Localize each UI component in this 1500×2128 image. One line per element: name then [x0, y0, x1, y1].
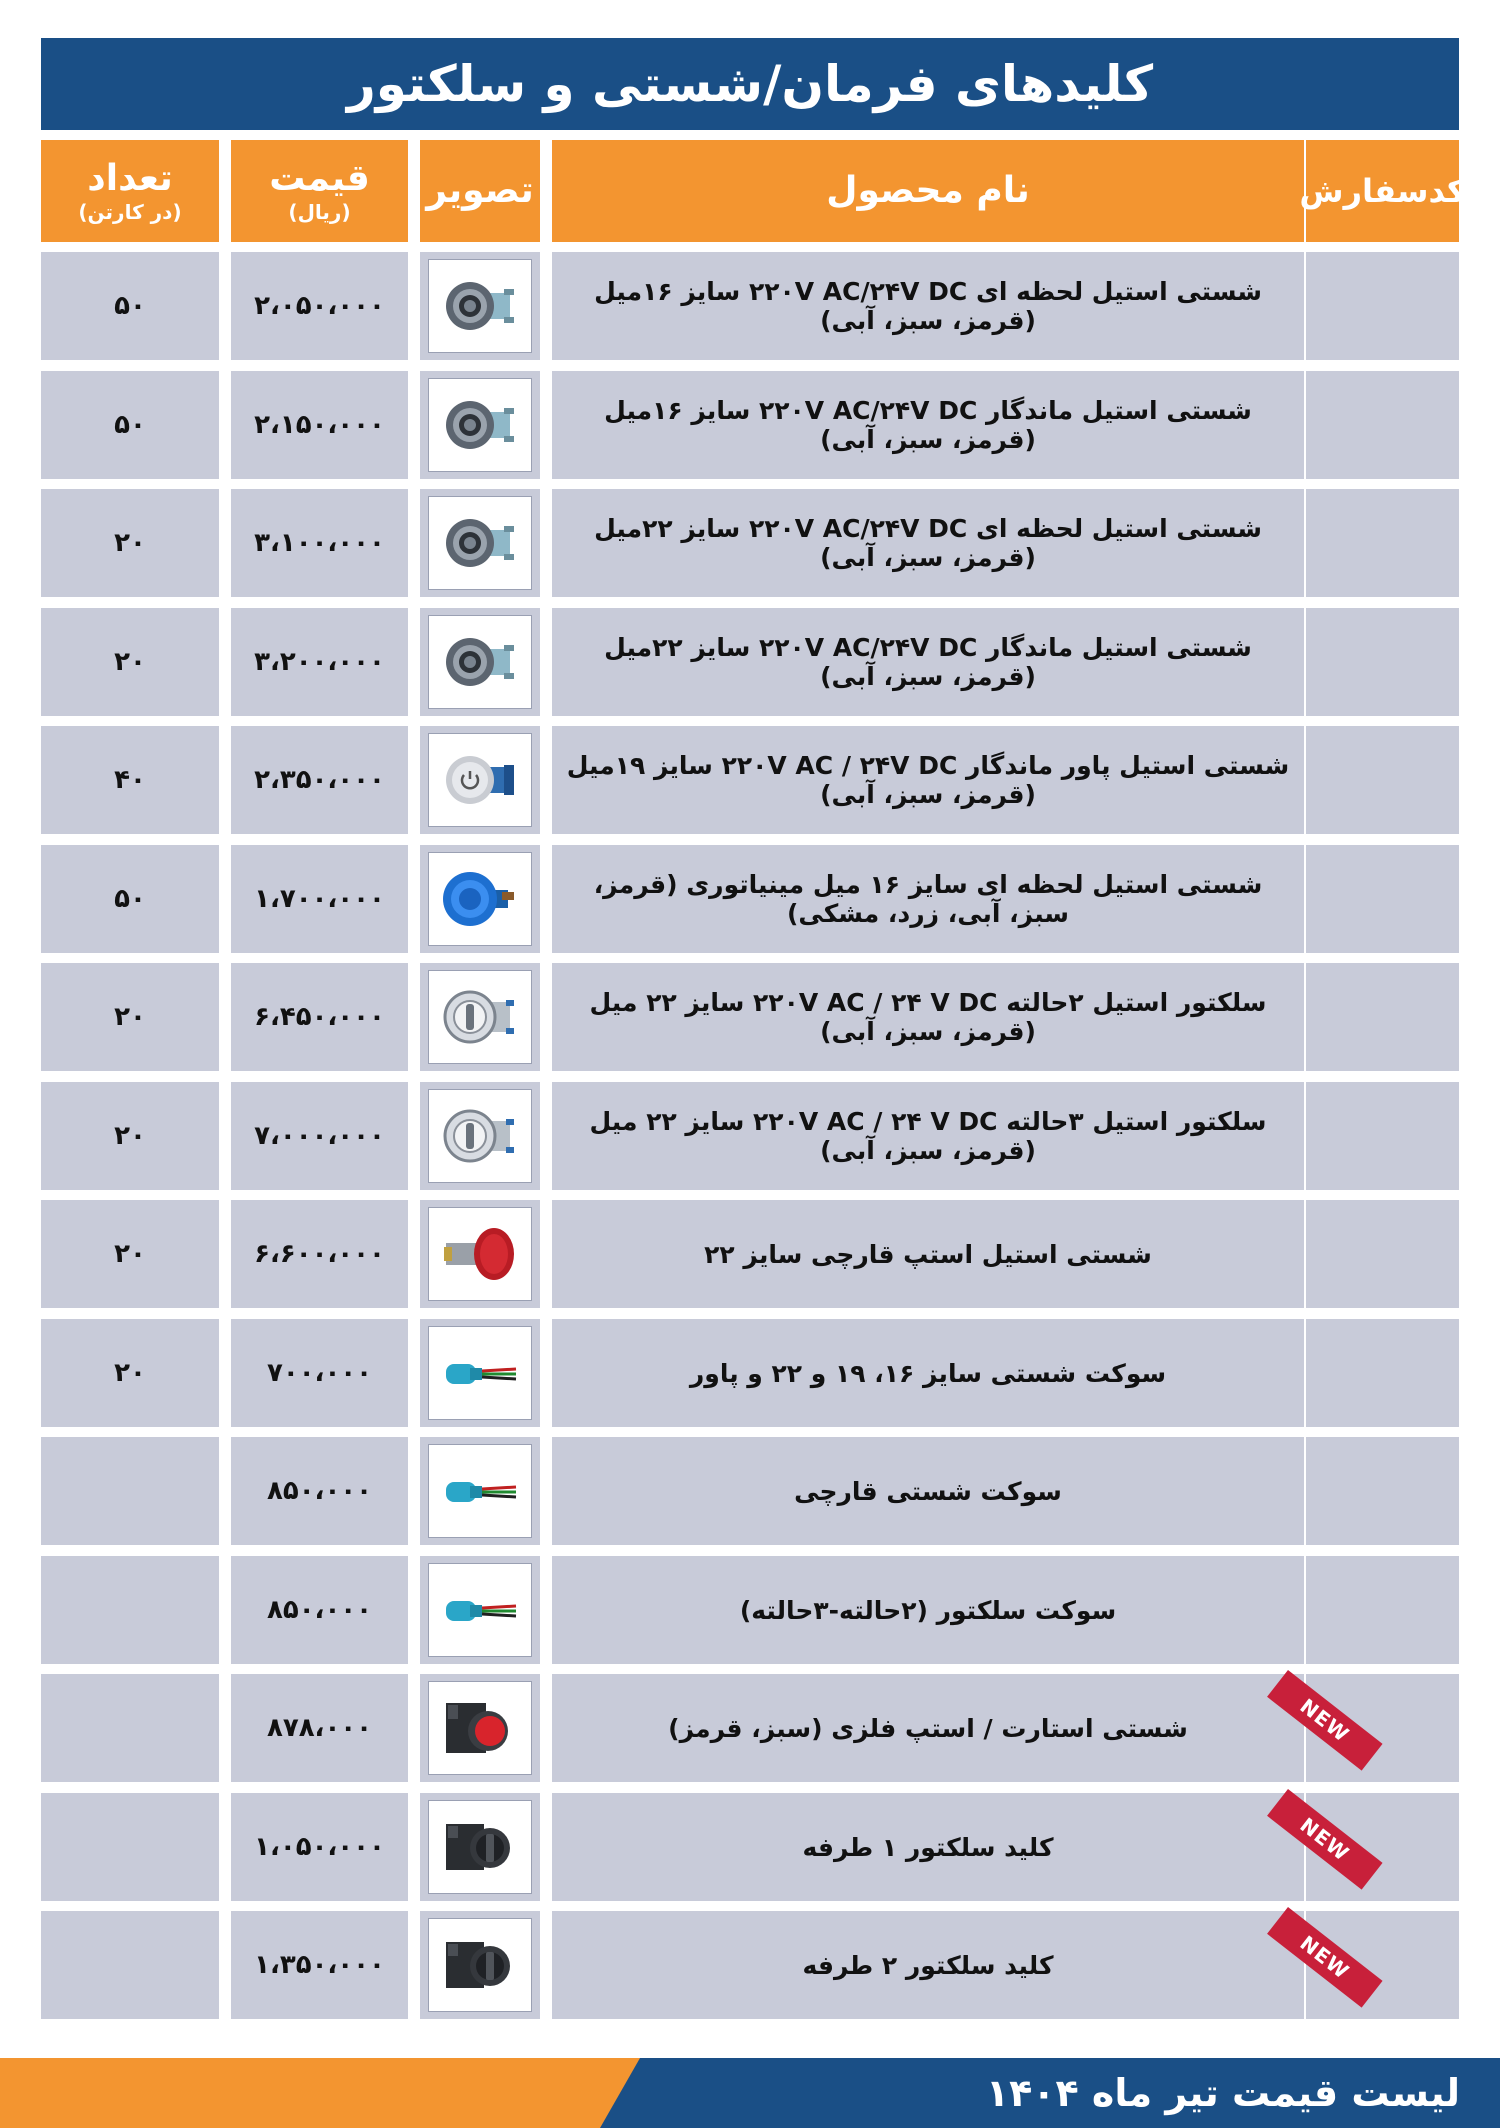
header-price-sub: (ریال)	[288, 199, 351, 224]
rotary-selector-icon	[429, 1919, 531, 2011]
table-row	[0, 1437, 1500, 1545]
row-image	[420, 726, 540, 834]
row-qty: ۲۰	[41, 1319, 219, 1427]
row-product-name: کلید سلکتور ۲ طرفه	[552, 1911, 1304, 2019]
row-qty: ۲۰	[41, 1082, 219, 1190]
header-price-label: قیمت	[269, 158, 370, 200]
row-qty: ۴۰	[41, 726, 219, 834]
row-qty	[41, 1911, 219, 2019]
header-qty-sub: (در کارتن)	[78, 199, 182, 224]
header-name-label: نام محصول	[826, 170, 1030, 212]
emergency-stop-icon	[429, 1208, 531, 1300]
row-image	[420, 252, 540, 360]
row-qty: ۲۰	[41, 489, 219, 597]
row-price: ۶،۶۰۰،۰۰۰	[231, 1200, 408, 1308]
new-badge: NEW	[1267, 1670, 1382, 1771]
row-product-name: شستی استارت / استپ فلزی (سبز، قرمز)	[552, 1674, 1304, 1782]
row-price: ۳،۱۰۰،۰۰۰	[231, 489, 408, 597]
header-code-label: کدسفارش	[1299, 171, 1466, 210]
row-image	[420, 963, 540, 1071]
row-qty	[41, 1674, 219, 1782]
row-image	[420, 1082, 540, 1190]
start-stop-button-icon	[429, 1682, 531, 1774]
row-price: ۸۵۰،۰۰۰	[231, 1556, 408, 1664]
row-order-code	[1306, 1082, 1459, 1190]
rotary-selector-icon	[429, 1801, 531, 1893]
row-product-name: شستی استیل لحظه ای ۲۲۰V AC/۲۴V DC سایز ۱۶میل (قرمز، سبز، آبی)	[552, 252, 1304, 360]
row-product-name: شستی استیل لحظه ای سایز ۱۶ میل مینیاتوری (قرمز، سبز، آبی، زرد، مشکی)	[552, 845, 1304, 953]
row-price: ۱،۰۵۰،۰۰۰	[231, 1793, 408, 1901]
row-price: ۳،۲۰۰،۰۰۰	[231, 608, 408, 716]
new-badge: NEW	[1267, 1907, 1382, 2008]
row-product-name: کلید سلکتور ۱ طرفه	[552, 1793, 1304, 1901]
row-qty: ۵۰	[41, 252, 219, 360]
blue-button-icon	[429, 853, 531, 945]
socket-connector-icon	[429, 1445, 531, 1537]
table-row	[0, 1319, 1500, 1427]
table-row	[0, 1200, 1500, 1308]
row-qty: ۵۰	[41, 845, 219, 953]
table-row	[0, 1674, 1500, 1782]
ring-button-icon	[429, 379, 531, 471]
row-image	[420, 1911, 540, 2019]
row-order-code	[1295, 1793, 1459, 1901]
row-qty: ۲۰	[41, 608, 219, 716]
header-price	[231, 140, 408, 242]
row-price: ۶،۴۵۰،۰۰۰	[231, 963, 408, 1071]
row-order-code	[1306, 1200, 1459, 1308]
table-row	[0, 608, 1500, 716]
footer	[0, 2058, 1500, 2128]
row-price: ۲،۳۵۰،۰۰۰	[231, 726, 408, 834]
row-order-code	[1306, 1437, 1459, 1545]
table-row	[0, 963, 1500, 1071]
row-order-code	[1306, 845, 1459, 953]
table-row	[0, 252, 1500, 360]
row-product-name: شستی استیل پاور ماندگار ۲۲۰V AC / ۲۴V DC سایز ۱۹میل (قرمز، سبز، آبی)	[552, 726, 1304, 834]
table-row	[0, 1911, 1500, 2019]
header-code	[1299, 140, 1466, 242]
row-qty	[41, 1437, 219, 1545]
row-price: ۷،۰۰۰،۰۰۰	[231, 1082, 408, 1190]
table-row	[0, 1793, 1500, 1901]
table-row	[0, 845, 1500, 953]
row-image	[420, 608, 540, 716]
row-product-name: سوکت شستی سایز ۱۶، ۱۹ و ۲۲ و پاور	[552, 1319, 1304, 1427]
selector-switch-icon	[429, 971, 531, 1063]
row-price: ۱،۳۵۰،۰۰۰	[231, 1911, 408, 2019]
header-name	[552, 140, 1304, 242]
row-price: ۲،۰۵۰،۰۰۰	[231, 252, 408, 360]
ring-button-icon	[429, 497, 531, 589]
row-image	[420, 1793, 540, 1901]
table-row	[0, 726, 1500, 834]
row-order-code	[1306, 963, 1459, 1071]
row-image	[420, 1200, 540, 1308]
row-qty	[41, 1556, 219, 1664]
socket-connector-icon	[429, 1564, 531, 1656]
row-product-name: سوکت شستی قارچی	[552, 1437, 1304, 1545]
row-qty: ۲۰	[41, 1200, 219, 1308]
row-price: ۸۷۸،۰۰۰	[231, 1674, 408, 1782]
row-order-code	[1295, 1674, 1459, 1782]
row-image	[420, 845, 540, 953]
selector-switch-icon	[429, 1090, 531, 1182]
row-image	[420, 1319, 540, 1427]
row-product-name: سوکت سلکتور (۲حالته-۳حالته)	[552, 1556, 1304, 1664]
row-image	[420, 1437, 540, 1545]
new-badge: NEW	[1267, 1789, 1382, 1890]
row-order-code	[1295, 1911, 1459, 2019]
footer-text: لیست قیمت تیر ماه ۱۴۰۴	[985, 2071, 1460, 2115]
table-row	[0, 1556, 1500, 1664]
table-row	[0, 371, 1500, 479]
socket-connector-icon	[429, 1327, 531, 1419]
row-product-name: شستی استیل ماندگار ۲۲۰V AC/۲۴V DC سایز ۲۲میل (قرمز، سبز، آبی)	[552, 608, 1304, 716]
table-row	[0, 1082, 1500, 1190]
header-image-label: تصویر	[426, 170, 534, 212]
page-title: کلیدهای فرمان/شستی و سلکتور	[41, 38, 1459, 130]
row-product-name: سلکتور استیل ۲حالته ۲۲۰V AC / ۲۴ V DC سایز ۲۲ میل (قرمز، سبز، آبی)	[552, 963, 1304, 1071]
row-image	[420, 489, 540, 597]
row-price: ۱،۷۰۰،۰۰۰	[231, 845, 408, 953]
row-product-name: شستی استیل استپ قارچی سایز ۲۲	[552, 1200, 1304, 1308]
row-order-code	[1306, 726, 1459, 834]
row-image	[420, 371, 540, 479]
power-button-icon	[429, 734, 531, 826]
row-order-code	[1306, 1319, 1459, 1427]
row-image	[420, 1674, 540, 1782]
row-price: ۲،۱۵۰،۰۰۰	[231, 371, 408, 479]
row-qty: ۵۰	[41, 371, 219, 479]
ring-button-icon	[429, 260, 531, 352]
row-product-name: شستی استیل ماندگار ۲۲۰V AC/۲۴V DC سایز ۱۶میل (قرمز، سبز، آبی)	[552, 371, 1304, 479]
row-qty: ۲۰	[41, 963, 219, 1071]
row-product-name: سلکتور استیل ۳حالته ۲۲۰V AC / ۲۴ V DC سایز ۲۲ میل (قرمز، سبز، آبی)	[552, 1082, 1304, 1190]
row-price: ۸۵۰،۰۰۰	[231, 1437, 408, 1545]
row-order-code	[1306, 252, 1459, 360]
row-product-name: شستی استیل لحظه ای ۲۲۰V AC/۲۴V DC سایز ۲۲میل (قرمز، سبز، آبی)	[552, 489, 1304, 597]
row-price: ۷۰۰،۰۰۰	[231, 1319, 408, 1427]
table-row	[0, 489, 1500, 597]
row-order-code	[1306, 371, 1459, 479]
row-image	[420, 1556, 540, 1664]
header-image	[420, 140, 540, 242]
row-qty	[41, 1793, 219, 1901]
ring-button-icon	[429, 616, 531, 708]
header-qty-label: تعداد	[87, 158, 173, 200]
row-order-code	[1306, 489, 1459, 597]
header-qty	[41, 140, 219, 242]
row-order-code	[1306, 1556, 1459, 1664]
row-order-code	[1306, 608, 1459, 716]
